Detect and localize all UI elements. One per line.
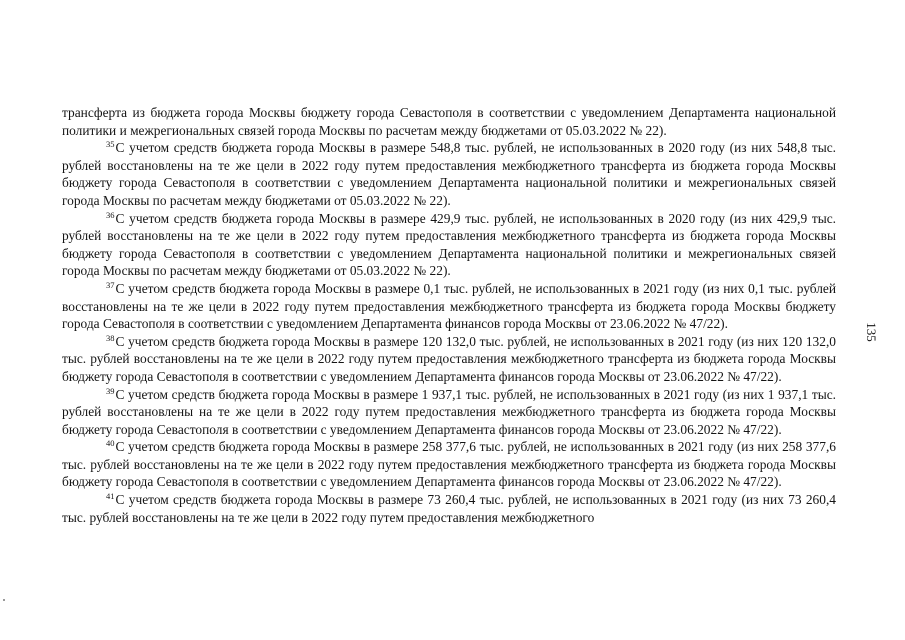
paragraph-text: С учетом средств бюджета города Москвы в размере 258 377,6 тыс. рублей, не использованных в 2021 году (из них 258 377,6 тыс. рублей восстановлены на те же цели в 2022 году путем предоставления межбюджетного трансферта из бюджета города Москвы бюджету города Севастополя в соответствии с уведомлением Департамента финансов города Москвы от 23.06.2022 № 47/22). (62, 439, 836, 490)
footnote-number: 36 (106, 209, 115, 220)
paragraph-text: С учетом средств бюджета города Москвы в размере 0,1 тыс. рублей, не использованных в 2021 году (из них 0,1 тыс. рублей восстановлены на те же цели в 2022 году путем предоставления межбюджетного трансферта из бюджета города Москвы бюджету города Севастополя в соответствии с уведомлением Департамента финансов города Москвы от 23.06.2022 № 47/22). (62, 280, 836, 332)
footnote-number: 40 (106, 438, 115, 449)
footnote-39 (62, 386, 836, 439)
footnote-number: 35 (106, 139, 115, 150)
footnote-number: 41 (106, 491, 115, 502)
footnote-36 (62, 210, 836, 280)
footnote-40 (62, 438, 836, 491)
paragraph-text: С учетом средств бюджета города Москвы в размере 73 260,4 тыс. рублей, не использованных в 2021 году (из них 73 260,4 тыс. рублей восстановлены на те же цели в 2022 году путем предоставления межбюджетного (62, 492, 836, 525)
footnote-35 (62, 139, 836, 209)
footnote-number: 37 (106, 279, 115, 290)
paragraph-text: С учетом средств бюджета города Москвы в размере 548,8 тыс. рублей, не использованных в 2020 году (из них 548,8 тыс. рублей восстановлены на те же цели в 2022 году путем предоставления межбюджетного трансферта из бюджета города Москвы бюджету города Севастополя в соответствии с уведомлением Департамента национальной политики и межрегиональных связей города Москвы по расчетам между бюджетами от 05.03.2022 № 22). (62, 140, 836, 208)
scan-artifact (3, 599, 5, 601)
footnote-37 (62, 280, 836, 333)
paragraph-text: трансферта из бюджета города Москвы бюджету города Севастополя в соответствии с уведомлением Департамента национальной политики и межрегиональных связей города Москвы по расчетам между бюджетами от 05.03.2022 № 22). (62, 105, 836, 138)
paragraph-text: С учетом средств бюджета города Москвы в размере 120 132,0 тыс. рублей, не использованных в 2021 году (из них 120 132,0 тыс. рублей восстановлены на те же цели в 2022 году путем предоставления межбюджетного трансферта из бюджета города Москвы бюджету города Севастополя в соответствии с уведомлением Департамента финансов города Москвы от 23.06.2022 № 47/22). (62, 333, 836, 384)
paragraph-text: С учетом средств бюджета города Москвы в размере 1 937,1 тыс. рублей, не использованных в 2021 году (из них 1 937,1 тыс. рублей восстановлены на те же цели в 2022 году путем предоставления межбюджетного трансферта из бюджета города Москвы бюджету города Севастополя в соответствии с уведомлением Департамента финансов города Москвы от 23.06.2022 № 47/22). (62, 386, 836, 437)
footnote-38 (62, 333, 836, 386)
page-number: 135 (864, 322, 879, 342)
footnotes-text-block (62, 104, 836, 526)
footnote-41 (62, 491, 836, 526)
footnote-number: 38 (106, 332, 115, 343)
paragraph-text: С учетом средств бюджета города Москвы в размере 429,9 тыс. рублей, не использованных в 2020 году (из них 429,9 тыс. рублей восстановлены на те же цели в 2022 году путем предоставления межбюджетного трансферта из бюджета города Москвы бюджету города Севастополя в соответствии с уведомлением Департамента национальной политики и межрегиональных связей города Москвы по расчетам между бюджетами от 05.03.2022 № 22). (62, 210, 836, 279)
footnote-number: 39 (106, 385, 115, 396)
paragraph-continuation (62, 104, 836, 139)
